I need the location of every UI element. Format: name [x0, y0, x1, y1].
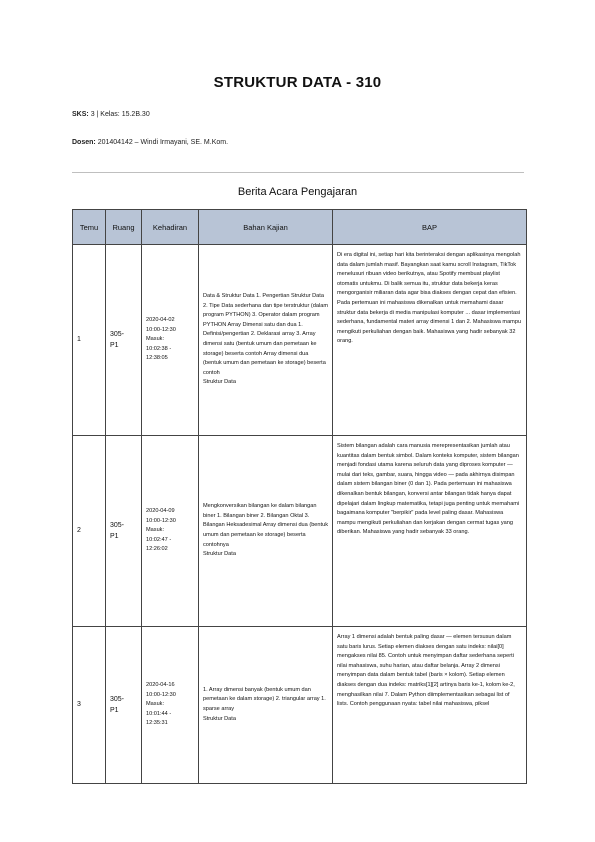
cell-kehadiran: 2020-04-16 10:00-12:30 Masuk: 10:01:44 - 12:35:31: [142, 627, 199, 784]
cell-bahan-kajian: Data & Struktur Data 1. Pengertian Struktur Data 2. Tipe Data sederhana dan tipe terstruktur (dalam program PYTHON) 3. Operator dalam program PYTHON Array Dimensi satu dan dua 1. Definisi/pengertian 2. Deklarasi array 3. Array dimensi satu (bentuk umum dan pemetaan ke storage) beserta contoh Array dimensi dua (bentuk umum dan pemetaan ke storage) beserta contoh Struktur Data: [199, 245, 333, 436]
sks-class-value: 3 | Kelas: 15.2B.30: [90, 111, 150, 118]
course-meta-line: [72, 111, 150, 118]
cell-ruang: 305- P1: [106, 436, 142, 627]
table-row: [73, 436, 527, 627]
cell-temu: 3: [73, 627, 106, 784]
cell-bap: Sistem bilangan adalah cara manusia merepresentasikan jumlah atau kuantitas dalam bentuk simbol. Dalam konteks komputer, sistem bilangan menjadi fondasi utama karena seluruh data yang diproses komputer — mulai dari teks, gambar, suara, hingga video — pada akhirnya disimpan dalam sistem bilangan biner (0 dan 1). Pada pertemuan ini mahasiswa dikenalkan bentuk bilangan, konversi antar bilangan tidak hanya dapat dipelajari dalam lingkup matematika, tetapi juga penting untuk memahami bagaimana komputer "berpikir" pada level paling dasar. Mahasiswa mampu mengikuti perkuliahan dan kerjakan dengan cermat tugas yang diberikan. Mahasiswa yang hadir sebanyak 33 orang.: [333, 436, 527, 627]
cell-kehadiran: 2020-04-09 10:00-12:30 Masuk: 10:02:47 - 12:26:02: [142, 436, 199, 627]
cell-bahan-kajian: 1. Array dimensi banyak (bentuk umum dan pemetaan ke dalam storage) 2. triangular array 1. sparse array Struktur Data: [199, 627, 333, 784]
header-ruang: Ruang: [106, 210, 142, 245]
dosen-value: 201404142 – Windi Irmayani, SE. M.Kom.: [97, 139, 229, 146]
dosen-label: Dosen:: [72, 139, 96, 146]
cell-bahan-kajian: Mengkonversikan bilangan ke dalam bilangan biner 1. Bilangan biner 2. Bilangan Oktal 3. Bilangan Heksadesimal Array dimensi dua (bentuk umum dan pemetaan ke storage) beserta contohnya Struktur Data: [199, 436, 333, 627]
table-row: [73, 627, 527, 784]
cell-temu: 1: [73, 245, 106, 436]
sks-label: SKS:: [72, 111, 89, 118]
cell-kehadiran: 2020-04-02 10:00-12:30 Masuk: 10:02:38 - 12:38:05: [142, 245, 199, 436]
lecturer-line: [72, 139, 228, 146]
cell-temu: 2: [73, 436, 106, 627]
header-kehadiran: Kehadiran: [142, 210, 199, 245]
teaching-record-table: [72, 209, 527, 784]
divider: [72, 172, 524, 173]
cell-bap: Array 1 dimensi adalah bentuk paling dasar — elemen tersusun dalam satu baris lurus. Setiap elemen diakses dengan satu indeks: nilai[0] mengakses nilai 85. Contoh untuk menyimpan daftar sederhana seperti nilai mahasiswa, suhu harian, atau daftar belanja. Array 2 dimensi menyimpan data dalam bentuk tabel (baris × kolom). Setiap elemen diakses dengan dua indeks: matriks[1][2] artinya baris ke-1, kolom ke-2, menghasilkan nilai 7. Dalam Python diimplementasikan sebagai list of lists. Contoh penggunaan nyata: tabel nilai mahasiswa, piksel: [333, 627, 527, 784]
header-temu: Temu: [73, 210, 106, 245]
table-row: [73, 245, 527, 436]
cell-bap: Di era digital ini, setiap hari kita berinteraksi dengan aplikasinya mengolah data dalam jumlah masif. Bayangkan saat kamu scroll Instagram, TikTok menelusuri ribuan video berikutnya, atau Spotify membuat playlist otomatis untukmu. Di balik semua itu, struktur data bekerja keras mengorganisir miliaran data agar bisa diakses dengan cepat dan efisien. Pada pertemuan ini mahasiswa dikenalkan untuk memahami dasar struktur data bekerja di media manipulasi komputer ... dasar implementasi sederhana, fundamental materi array dimensi 1 dan 2. Mahasiswa mampu mengikuti perkuliahan dengan baik. Mahasiswa yang hadir sebanyak 32 orang.: [333, 245, 527, 436]
header-bap: BAP: [333, 210, 527, 245]
header-bahan-kajian: Bahan Kajian: [199, 210, 333, 245]
table-header-row: [73, 210, 527, 245]
section-title: Berita Acara Pengajaran: [237, 186, 358, 198]
document-title: STRUKTUR DATA - 310: [213, 74, 382, 91]
cell-ruang: 305- P1: [106, 245, 142, 436]
cell-ruang: 305- P1: [106, 627, 142, 784]
